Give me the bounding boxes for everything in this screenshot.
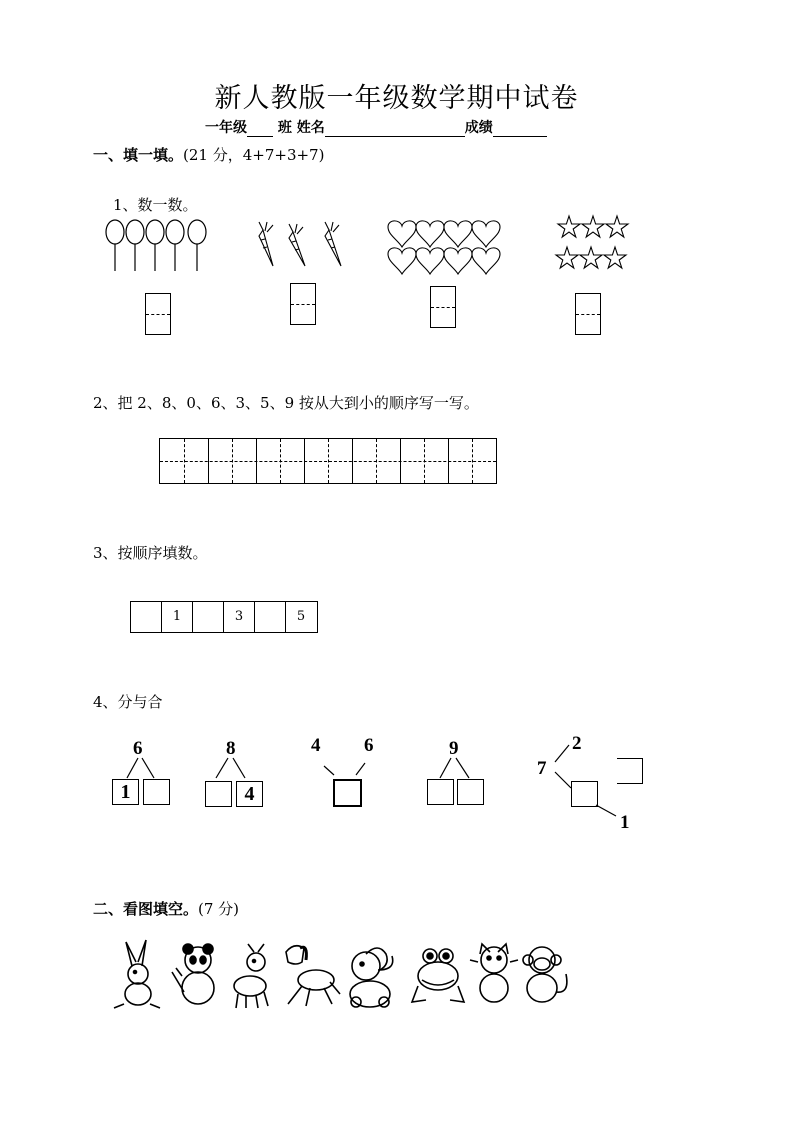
q4-item5-middle-box[interactable] [571,781,598,807]
section-1-points: (21 分，4+7+3+7) [183,146,325,164]
page-title: 新人教版一年级数学期中试卷 [214,83,579,114]
score-label: 成绩 [464,120,493,136]
panda-icon [168,942,222,1008]
section-1-title: 一、填一填。 [93,146,184,164]
q4-item1-right-box[interactable] [143,779,170,805]
q4-item2-right-box: 4 [236,781,263,807]
q3-prompt: 3、按顺序填数。 [93,544,208,562]
section-2-title: 二、看图填空。 [93,900,199,918]
name-label: 姓名 [296,120,325,136]
q4-item1-left-box: 1 [112,779,139,805]
q4-item5-top-right: 2 [572,733,582,754]
q4-item4-right-box[interactable] [457,779,484,805]
seq-cell: 5 [296,609,306,624]
q4-prompt: 4、分与合 [93,693,163,711]
q4-item5-left: 7 [537,758,547,779]
elephant-icon [346,944,406,1010]
cat-icon [470,942,518,1006]
q4-item1-top: 6 [133,738,143,759]
q4-item4-top: 9 [449,738,459,759]
frog-icon [408,946,468,1006]
q4-item3-top-right: 6 [364,735,374,756]
section-2-points: (7 分) [198,900,240,918]
q1-prompt: 1、数一数。 [113,196,198,214]
q4-item5-bottom-right: 1 [620,812,630,833]
animal-picture-row [110,938,570,1010]
grade-label: 一年级 [205,120,247,136]
class-label: 班 [277,120,292,136]
rabbit-icon [110,938,162,1008]
seq-cell: 3 [224,602,255,632]
section-2-heading [93,898,239,919]
horse-icon [278,940,342,1008]
q2-prompt: 2、把 2、8、0、6、3、5、9 按从大到小的顺序写一写。 [93,394,479,412]
monkey-icon [520,944,570,1006]
q4-item3-top-left: 4 [311,735,321,756]
q4-item2-top: 8 [226,738,236,759]
q4-item3-sum-box[interactable] [333,779,362,807]
deer-icon [226,942,278,1008]
q4-item5-side-box[interactable] [617,758,643,784]
seq-cell: 1 [162,602,193,632]
q4-item4-left-box[interactable] [427,779,454,805]
q4-item2-left-box[interactable] [205,781,232,807]
